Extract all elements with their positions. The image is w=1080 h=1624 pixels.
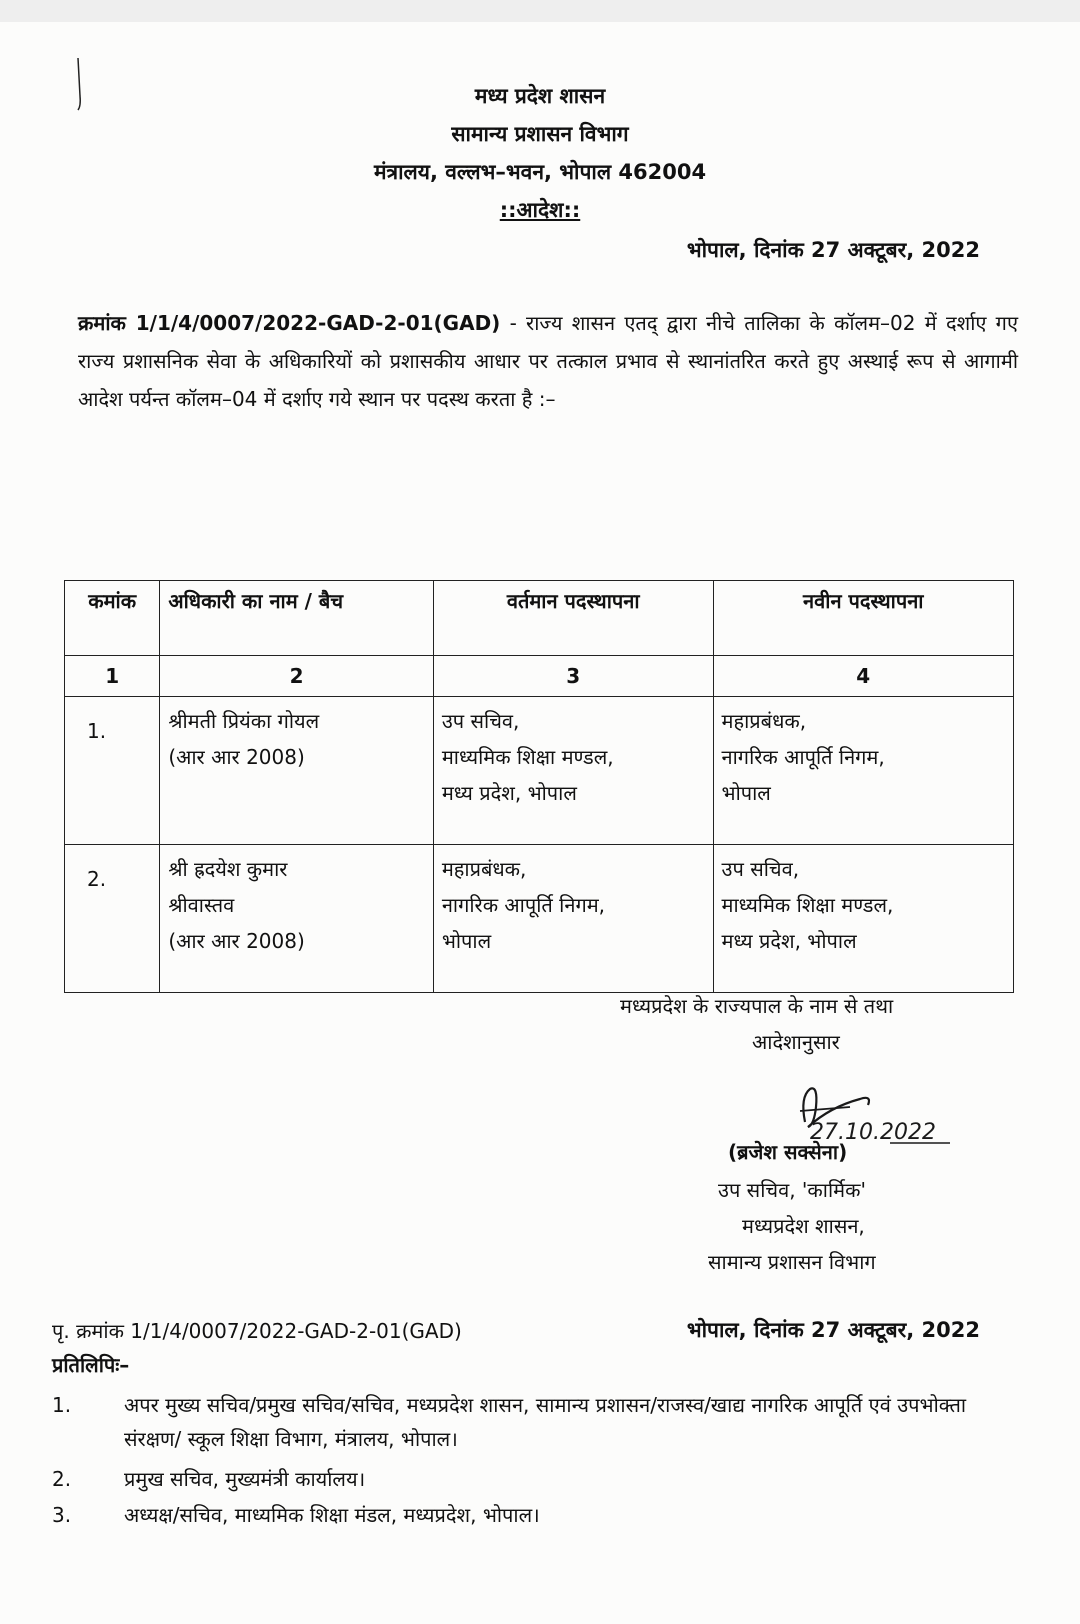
authority-line-2: आदेशानुसार (752, 1030, 840, 1054)
authority-line-1: मध्यप्रदेश के राज्यपाल के नाम से तथा (620, 994, 894, 1018)
copy-number: पृ. क्रमांक 1/1/4/0007/2022-GAD-2-01(GAD) (52, 1319, 462, 1343)
batch-line: (आर आर 2008) (168, 745, 305, 769)
posting-line: माध्यमिक शिक्षा मण्डल, (721, 893, 894, 917)
signatory-name: (ब्रजेश सक्सेना) (728, 1140, 848, 1164)
signature-date: 27.10.2022 (810, 1120, 936, 1145)
posting-line: नागरिक आपूर्ति निगम, (721, 745, 885, 769)
item-text: अध्यक्ष/सचिव, माध्यमिक शिक्षा मंडल, मध्यप्रदेश, भोपाल। (124, 1503, 540, 1527)
order-paragraph (78, 304, 1018, 418)
row-sno: 1. (65, 697, 160, 845)
posting-line: मध्य प्रदेश, भोपाल (721, 929, 857, 953)
header-name: अधिकारी का नाम / बैच (160, 581, 434, 656)
header-order-title: ::आदेश:: (499, 198, 581, 222)
copy-heading: प्रतिलिपिः– (52, 1353, 130, 1377)
posting-line: भोपाल (721, 781, 771, 805)
posting-line: महाप्रबंधक, (721, 709, 807, 733)
table-header-row (65, 581, 1014, 656)
copy-date: भोपाल, दिनांक 27 अक्टूबर, 2022 (686, 1318, 980, 1342)
officer-name (160, 845, 434, 993)
batch-line: (आर आर 2008) (168, 929, 305, 953)
header-sno: कमांक (65, 581, 160, 656)
current-posting (433, 697, 713, 845)
header-state: मध्य प्रदेश शासन (474, 84, 606, 108)
transfer-table (64, 580, 1014, 993)
table-row (65, 697, 1014, 845)
posting-line: नागरिक आपूर्ति निगम, (441, 893, 606, 917)
posting-line: उप सचिव, (721, 857, 800, 881)
item-number: 3. (52, 1503, 72, 1527)
header-address: मंत्रालय, वल्लभ–भवन, भोपाल 462004 (373, 160, 707, 184)
header-current-posting: वर्तमान पदस्थापना (433, 581, 713, 656)
signatory-designation: उप सचिव, 'कार्मिक' (718, 1178, 866, 1202)
header-department: सामान्य प्रशासन विभाग (451, 122, 629, 146)
order-date: भोपाल, दिनांक 27 अक्टूबर, 2022 (686, 238, 980, 262)
order-number: क्रमांक 1/1/4/0007/2022-GAD-2-01(GAD) (78, 311, 501, 335)
posting-line: उप सचिव, (441, 709, 520, 733)
posting-line: माध्यमिक शिक्षा मण्डल, (441, 745, 614, 769)
list-item (52, 1388, 1012, 1458)
table-row (65, 845, 1014, 993)
header-new-posting: नवीन पदस्थापना (713, 581, 1013, 656)
order-text: - राज्य शासन एतद् द्वारा नीचे तालिका के कॉलम–02 में दर्शाए गए राज्य प्रशासनिक सेवा के अधिकारियों को प्रशासकीय आधार पर तत्काल प्रभाव से स्थानांतरित करते हुए अस्थाई रूप से आगामी आदेश पर्यन्त कॉलम–04 में दर्शाए गये स्थान पर पदस्थ करता है :– (78, 311, 1019, 411)
item-text: प्रमुख सचिव, मुख्यमंत्री कार्यालय। (124, 1467, 366, 1491)
name-line: श्रीमती प्रियंका गोयल (168, 709, 320, 733)
signatory-office: मध्यप्रदेश शासन, (742, 1214, 865, 1238)
new-posting (713, 845, 1013, 993)
item-number: 2. (52, 1467, 72, 1491)
name-line: श्रीवास्तव (168, 893, 235, 917)
posting-line: मध्य प्रदेश, भोपाल (441, 781, 577, 805)
col-num: 4 (713, 656, 1013, 697)
posting-line: भोपाल (441, 929, 492, 953)
signature-icon (790, 1077, 960, 1147)
current-posting (433, 845, 713, 993)
col-num: 3 (433, 656, 713, 697)
row-sno: 2. (65, 845, 160, 993)
posting-line: महाप्रबंधक, (441, 857, 527, 881)
document-page (0, 22, 1080, 1624)
col-num: 1 (65, 656, 160, 697)
col-num: 2 (160, 656, 434, 697)
officer-name (160, 697, 434, 845)
item-number: 1. (52, 1393, 72, 1417)
item-text: अपर मुख्य सचिव/प्रमुख सचिव/सचिव, मध्यप्रदेश शासन, सामान्य प्रशासन/राजस्व/खाद्य नागरिक आपूर्ति एवं उपभोक्ता संरक्षण/ स्कूल शिक्षा विभाग, मंत्रालय, भोपाल। (124, 1393, 967, 1451)
column-number-row (65, 656, 1014, 697)
name-line: श्री ह्रदयेश कुमार (168, 857, 288, 881)
new-posting (713, 697, 1013, 845)
signatory-department: सामान्य प्रशासन विभाग (708, 1250, 876, 1274)
